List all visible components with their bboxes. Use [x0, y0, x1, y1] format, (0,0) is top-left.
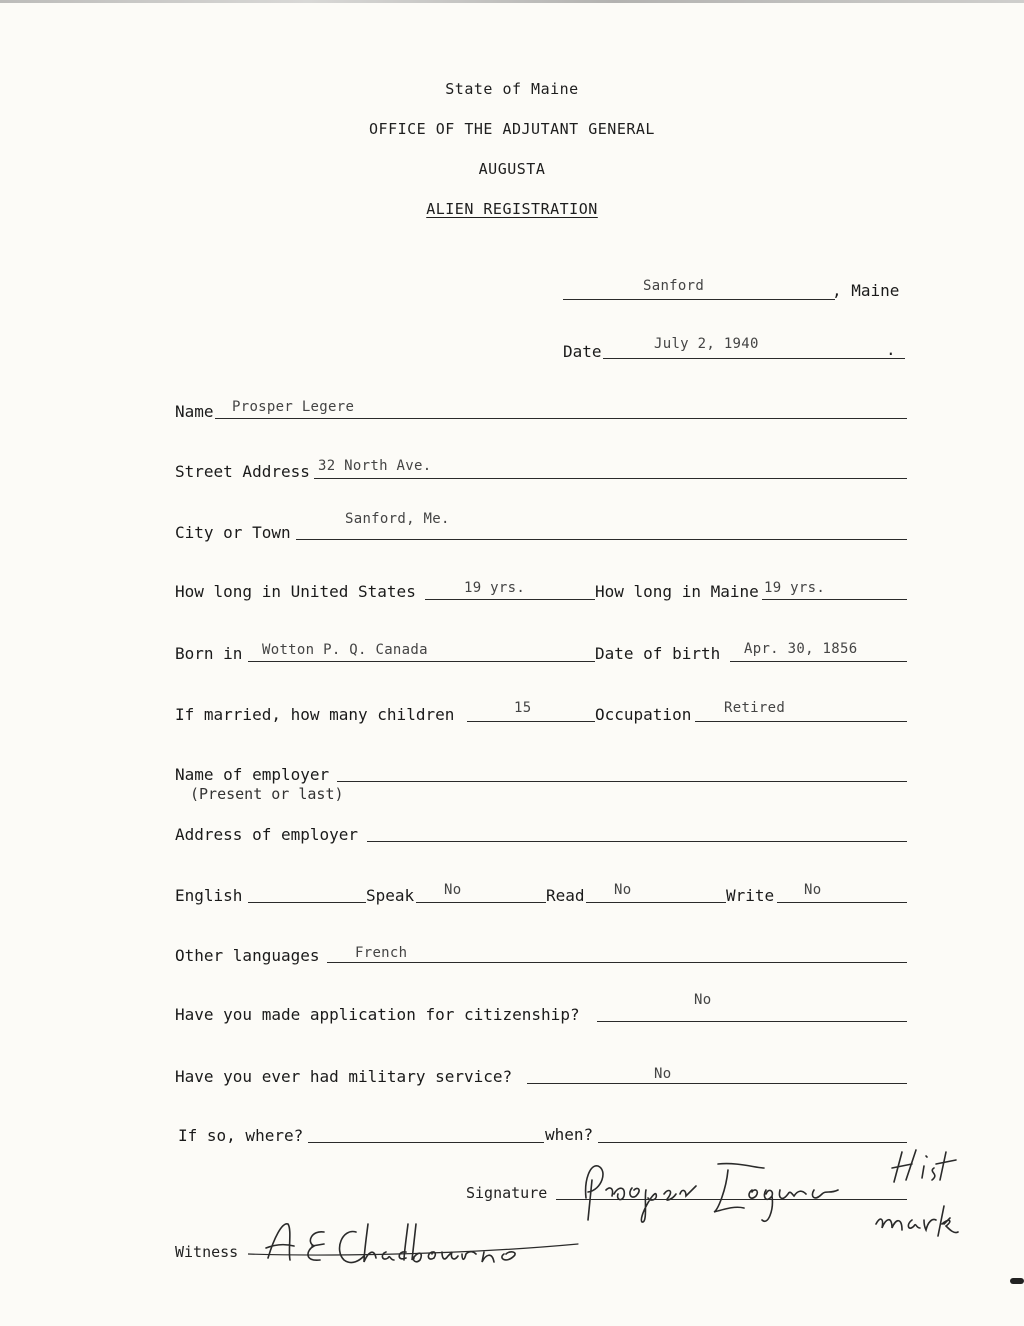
- street-label: Street Address: [175, 462, 310, 481]
- dob-label: Date of birth: [595, 644, 721, 663]
- read-value: No: [614, 882, 632, 898]
- english-line: [248, 902, 366, 903]
- when-label: when?: [545, 1125, 594, 1144]
- signature-handwriting: [568, 1150, 868, 1230]
- where-label: If so, where?: [178, 1126, 304, 1145]
- where-line: [308, 1142, 544, 1143]
- date-period: .: [886, 340, 896, 359]
- read-label: Read: [546, 886, 585, 905]
- header-state: State of Maine: [445, 80, 579, 98]
- header-office: OFFICE OF THE ADJUTANT GENERAL: [369, 120, 655, 138]
- signature-label: Signature: [466, 1184, 548, 1202]
- employer-sublabel: (Present or last): [190, 785, 344, 803]
- witness-handwriting: [248, 1210, 588, 1280]
- name-value: Prosper Legere: [232, 399, 355, 415]
- write-value: No: [804, 882, 822, 898]
- when-line: [598, 1142, 907, 1143]
- read-line: [586, 902, 726, 903]
- speak-value: No: [444, 882, 462, 898]
- employer-line: [337, 781, 907, 782]
- city-line: [296, 539, 907, 540]
- city-label: City or Town: [175, 523, 291, 542]
- english-label: English: [175, 886, 243, 905]
- children-label: If married, how many children: [175, 705, 455, 724]
- occupation-line: [695, 721, 907, 722]
- scan-mark: [1010, 1278, 1024, 1284]
- date-value: July 2, 1940: [654, 336, 759, 352]
- form-title: ALIEN REGISTRATION: [426, 200, 598, 218]
- years-us-label: How long in United States: [175, 582, 416, 601]
- speak-line: [416, 902, 546, 903]
- military-line: [527, 1083, 907, 1084]
- dob-line: [730, 661, 907, 662]
- military-label: Have you ever had military service?: [175, 1067, 513, 1086]
- employer-address-line: [367, 841, 907, 842]
- born-line: [248, 661, 595, 662]
- header-title: [0, 200, 1024, 218]
- write-line: [777, 902, 907, 903]
- town-value: Sanford: [643, 278, 705, 294]
- city-value: Sanford, Me.: [345, 511, 450, 527]
- citizenship-value: No: [694, 992, 712, 1008]
- town-line: [563, 299, 835, 300]
- years-us-line: [425, 599, 595, 600]
- languages-value: French: [355, 945, 408, 961]
- witness-label: Witness: [175, 1243, 239, 1261]
- citizenship-line: [597, 1021, 907, 1022]
- write-label: Write: [726, 886, 775, 905]
- street-line: [314, 478, 907, 479]
- occupation-label: Occupation: [595, 705, 692, 724]
- dob-value: Apr. 30, 1856: [744, 641, 858, 657]
- state-label: , Maine: [832, 281, 900, 300]
- scan-edge: [0, 0, 1024, 3]
- speak-label: Speak: [366, 886, 415, 905]
- languages-line: [327, 962, 907, 963]
- born-value: Wotton P. Q. Canada: [262, 642, 428, 658]
- name-label: Name: [175, 402, 214, 421]
- date-line: [603, 358, 905, 359]
- date-label: Date: [563, 342, 602, 361]
- military-value: No: [654, 1066, 672, 1082]
- born-label: Born in: [175, 644, 243, 663]
- years-maine-label: How long in Maine: [595, 582, 759, 601]
- street-value: 32 North Ave.: [318, 458, 432, 474]
- years-us-value: 19 yrs.: [464, 580, 526, 596]
- name-line: [215, 418, 907, 419]
- his-mark-handwriting: [872, 1140, 1002, 1250]
- years-maine-line: [762, 599, 907, 600]
- children-line: [467, 721, 595, 722]
- header-city: AUGUSTA: [478, 160, 546, 178]
- employer-address-label: Address of employer: [175, 825, 359, 844]
- citizenship-label: Have you made application for citizenship?: [175, 1005, 580, 1024]
- occupation-value: Retired: [724, 700, 786, 716]
- children-value: 15: [514, 700, 532, 716]
- languages-label: Other languages: [175, 946, 320, 965]
- employer-label: Name of employer: [175, 765, 330, 784]
- years-maine-value: 19 yrs.: [764, 580, 826, 596]
